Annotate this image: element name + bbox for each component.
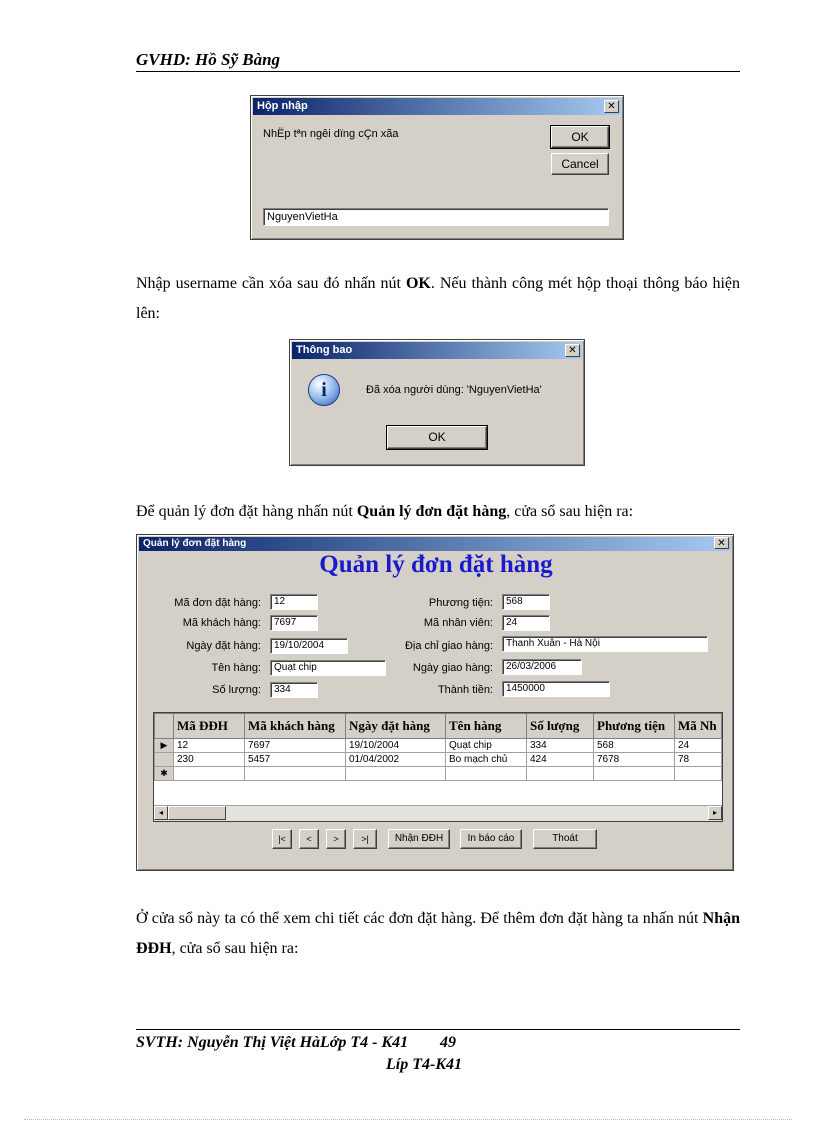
input-dialog: [250, 95, 624, 240]
column-header[interactable]: Mã khách hàng: [245, 714, 346, 739]
ok-button[interactable]: OK: [387, 426, 487, 449]
table-cell[interactable]: 78: [675, 753, 722, 767]
paragraph-2-text: Để quản lý đơn đặt hàng nhấn nút: [136, 503, 357, 520]
paragraph-2: [136, 497, 740, 527]
scroll-left-icon[interactable]: ◂: [154, 806, 168, 820]
column-header[interactable]: Số lượng: [527, 714, 594, 739]
orders-table: [154, 713, 722, 781]
row-selector-header: [155, 714, 174, 739]
paragraph-1-text: Nhập username cần xóa sau đó nhấn nút: [136, 275, 406, 292]
column-header[interactable]: Phương tiện: [594, 714, 675, 739]
input-dialog-title: Hộp nhập: [257, 100, 308, 112]
paragraph-1-bold: OK: [405, 275, 431, 292]
next-record-button[interactable]: >: [326, 829, 346, 849]
paragraph-1: [136, 269, 740, 329]
table-row[interactable]: [155, 753, 722, 767]
order-date-input[interactable]: 19/10/2004: [270, 638, 348, 654]
table-cell[interactable]: Quạt chip: [446, 739, 527, 753]
column-header[interactable]: Tên hàng: [446, 714, 527, 739]
paragraph-2-text-2: , cửa sổ sau hiện ra:: [506, 503, 634, 520]
message-dialog: [289, 339, 585, 466]
message-dialog-titlebar: [292, 342, 582, 359]
input-dialog-titlebar: [253, 98, 621, 115]
new-row-marker: ✱: [155, 767, 174, 781]
table-cell[interactable]: 7697: [245, 739, 346, 753]
transport-input[interactable]: 568: [502, 594, 550, 610]
order-form-title: Quản lý đơn đặt hàng: [143, 538, 247, 549]
table-cell[interactable]: [346, 767, 446, 781]
row-selector[interactable]: [155, 753, 174, 767]
cancel-button[interactable]: Cancel: [551, 153, 609, 175]
ok-button[interactable]: OK: [551, 126, 609, 148]
column-header[interactable]: Ngày đặt hàng: [346, 714, 446, 739]
table-cell[interactable]: 7678: [594, 753, 675, 767]
product-name-input[interactable]: Quạt chip: [270, 660, 386, 676]
scroll-right-icon[interactable]: ▸: [708, 806, 722, 820]
print-report-button[interactable]: In báo cáo: [460, 829, 522, 849]
horizontal-scrollbar[interactable]: [154, 805, 722, 821]
orders-grid[interactable]: [153, 712, 723, 822]
previous-record-button[interactable]: <: [299, 829, 319, 849]
username-input[interactable]: NguyenVietHa: [263, 208, 609, 226]
message-dialog-title: Thông bao: [296, 344, 353, 356]
table-cell[interactable]: 01/04/2002: [346, 753, 446, 767]
column-header[interactable]: Mã Nh: [675, 714, 722, 739]
close-icon[interactable]: ✕: [714, 537, 729, 549]
label-transport: Phương tiện:: [428, 597, 493, 609]
table-cell[interactable]: [446, 767, 527, 781]
delivery-address-input[interactable]: Thanh Xuân - Hà Nội: [502, 636, 708, 652]
quantity-input[interactable]: 334: [270, 682, 318, 698]
scroll-thumb[interactable]: [168, 806, 226, 820]
label-order-date: Ngày đặt hàng:: [186, 640, 261, 652]
label-total: Thành tiền:: [437, 684, 493, 696]
info-icon: [308, 374, 340, 406]
message-text: Đã xóa người dùng: 'NguyenVietHa': [366, 384, 542, 396]
receive-order-button[interactable]: Nhận ĐĐH: [388, 829, 450, 849]
table-cell[interactable]: [527, 767, 594, 781]
table-cell[interactable]: 12: [174, 739, 245, 753]
total-input[interactable]: 1450000: [502, 681, 610, 697]
label-delivery-address: Địa chỉ giao hàng:: [404, 640, 493, 652]
close-icon[interactable]: ✕: [565, 344, 580, 357]
table-cell[interactable]: 5457: [245, 753, 346, 767]
footer-class: Líp T4-K41: [386, 1056, 462, 1073]
order-id-input[interactable]: 12: [270, 594, 318, 610]
table-cell[interactable]: 424: [527, 753, 594, 767]
order-form-heading: Quản lý đơn đặt hàng: [319, 551, 553, 578]
label-order-id: Mã đơn đặt hàng:: [174, 597, 261, 609]
table-cell[interactable]: 230: [174, 753, 245, 767]
paragraph-3: [136, 904, 740, 964]
label-customer-id: Mã khách hàng:: [182, 617, 261, 629]
input-dialog-prompt: NhËp tªn ngêi dïng cÇn xãa: [263, 128, 399, 140]
table-cell[interactable]: [594, 767, 675, 781]
order-form-titlebar: [139, 537, 731, 551]
table-cell[interactable]: 334: [527, 739, 594, 753]
paragraph-3-text: Ở cửa sổ này ta có thể xem chi tiết các đơn đặt hàng. Để thêm đơn đặt hàng ta nhấn nút: [136, 910, 703, 927]
label-employee-id: Mã nhân viên:: [423, 617, 493, 629]
customer-id-input[interactable]: 7697: [270, 615, 318, 631]
table-cell[interactable]: Bo mạch chủ: [446, 753, 527, 767]
exit-button[interactable]: Thoát: [533, 829, 597, 849]
info-icon-glyph: i: [321, 379, 327, 401]
current-row-marker: ▶: [155, 739, 174, 753]
table-cell[interactable]: [675, 767, 722, 781]
employee-id-input[interactable]: 24: [502, 615, 550, 631]
footer-author: SVTH: Nguyễn Thị Việt HàLớp T4 - K41: [136, 1034, 409, 1051]
paragraph-3-text-2: , cửa sổ sau hiện ra:: [171, 940, 299, 957]
table-cell[interactable]: 19/10/2004: [346, 739, 446, 753]
table-row[interactable]: [155, 739, 722, 753]
table-cell[interactable]: [245, 767, 346, 781]
paragraph-3-bold: Nhận ĐĐH: [136, 910, 740, 957]
order-form-window: [136, 534, 734, 871]
page-header: GVHD: Hồ Sỹ Bàng: [136, 50, 281, 69]
page-bottom-border: [24, 1119, 792, 1120]
first-record-button[interactable]: |<: [272, 829, 292, 849]
delivery-date-input[interactable]: 26/03/2006: [502, 659, 582, 675]
footer-rule: [136, 1029, 740, 1030]
label-delivery-date: Ngày giao hàng:: [412, 662, 493, 674]
paragraph-1-text-2: . Nếu thành công mét hộp thoại thông báo hiện lên:: [136, 275, 741, 322]
close-icon[interactable]: ✕: [604, 100, 619, 113]
paragraph-2-bold: Quản lý đơn đặt hàng: [356, 503, 507, 520]
column-header[interactable]: Mã ĐĐH: [174, 714, 245, 739]
label-product-name: Tên hàng:: [211, 662, 261, 674]
table-cell[interactable]: 568: [594, 739, 675, 753]
table-cell[interactable]: 24: [675, 739, 722, 753]
new-row[interactable]: [155, 767, 722, 781]
last-record-button[interactable]: >|: [353, 829, 377, 849]
table-cell[interactable]: [174, 767, 245, 781]
label-quantity: Số lượng:: [212, 684, 261, 696]
header-rule: [136, 71, 740, 72]
page-number: 49: [440, 1034, 456, 1051]
